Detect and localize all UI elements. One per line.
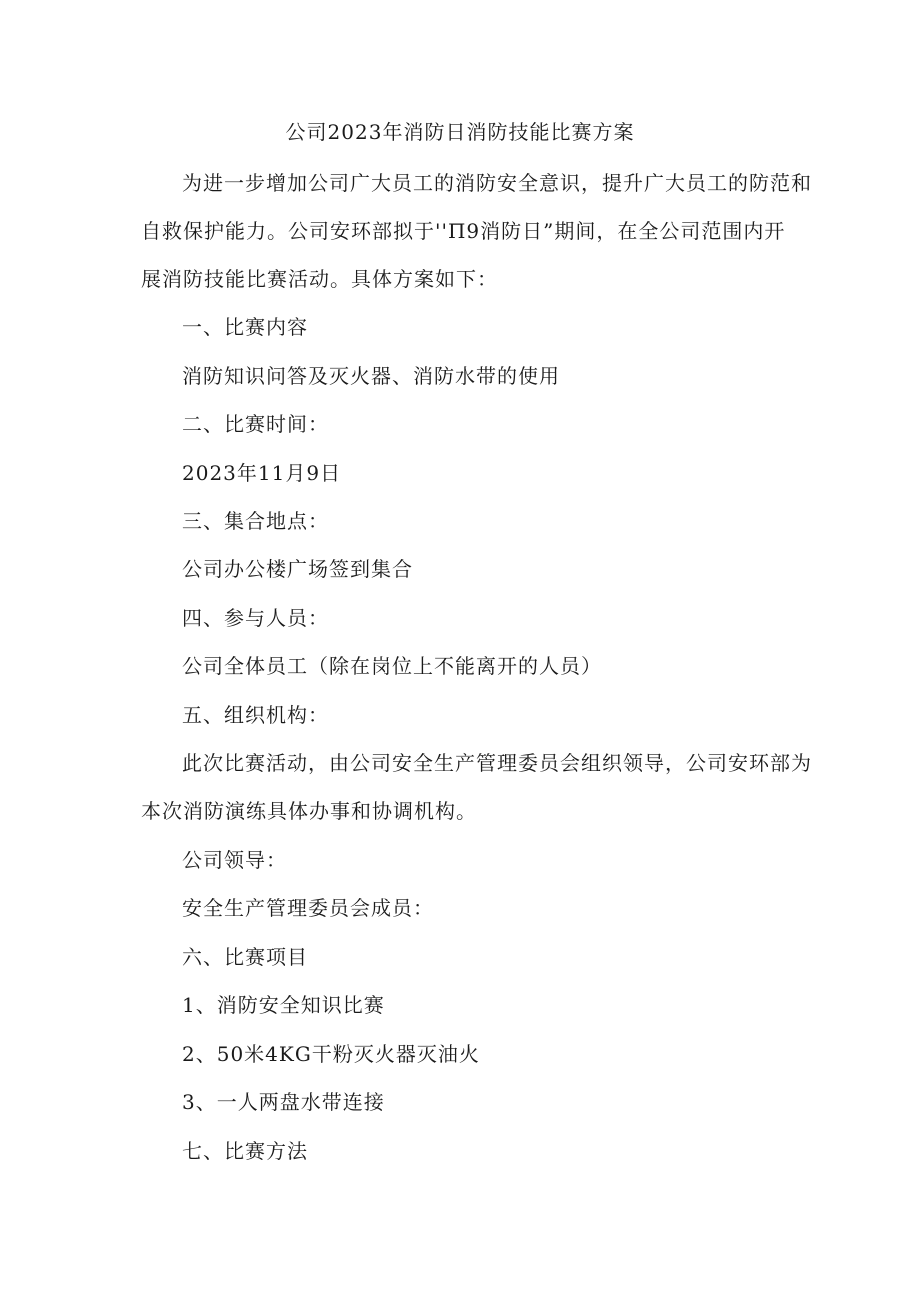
leaders-label: 公司领导： [182,848,287,872]
event-item-3: 3、一人两盘水带连接 [182,1090,385,1114]
section-heading-method: 七、比赛方法 [182,1139,308,1163]
section-heading-time: 二、比赛时间： [182,412,329,436]
section-heading-organization: 五、组织机构： [182,703,329,727]
section-heading-location: 三、集合地点： [182,509,329,533]
section-heading-participants: 四、参与人员： [182,606,329,630]
section-heading-events: 六、比赛项目 [182,945,308,969]
document-title: 公司2023年消防日消防技能比赛方案 [285,120,635,144]
section-text-time: 2023年11月9日 [182,461,342,485]
committee-label: 安全生产管理委员会成员： [182,896,434,920]
section-heading-content: 一、比赛内容 [182,315,308,339]
organization-paragraph-line-1: 此次比赛活动，由公司安全生产管理委员会组织领导，公司安环部为 [182,751,812,775]
intro-paragraph-line-3: 展消防技能比赛活动。具体方案如下： [141,267,498,291]
organization-paragraph-line-2: 本次消防演练具体办事和协调机构。 [141,799,477,823]
intro-paragraph-line-1: 为进一步增加公司广大员工的消防安全意识，提升广大员工的防范和 [182,171,812,195]
event-item-1: 1、消防安全知识比赛 [182,993,385,1017]
event-item-2: 2、50米4KG干粉灭火器灭油火 [182,1042,480,1066]
section-text-content: 消防知识问答及灭火器、消防水带的使用 [182,364,560,388]
section-text-participants: 公司全体员工（除在岗位上不能离开的人员） [182,654,602,678]
intro-paragraph-line-2: 自救保护能力。公司安环部拟于''Π9消防日”期间，在全公司范围内开 [141,219,786,243]
section-text-location: 公司办公楼广场签到集合 [182,557,413,581]
